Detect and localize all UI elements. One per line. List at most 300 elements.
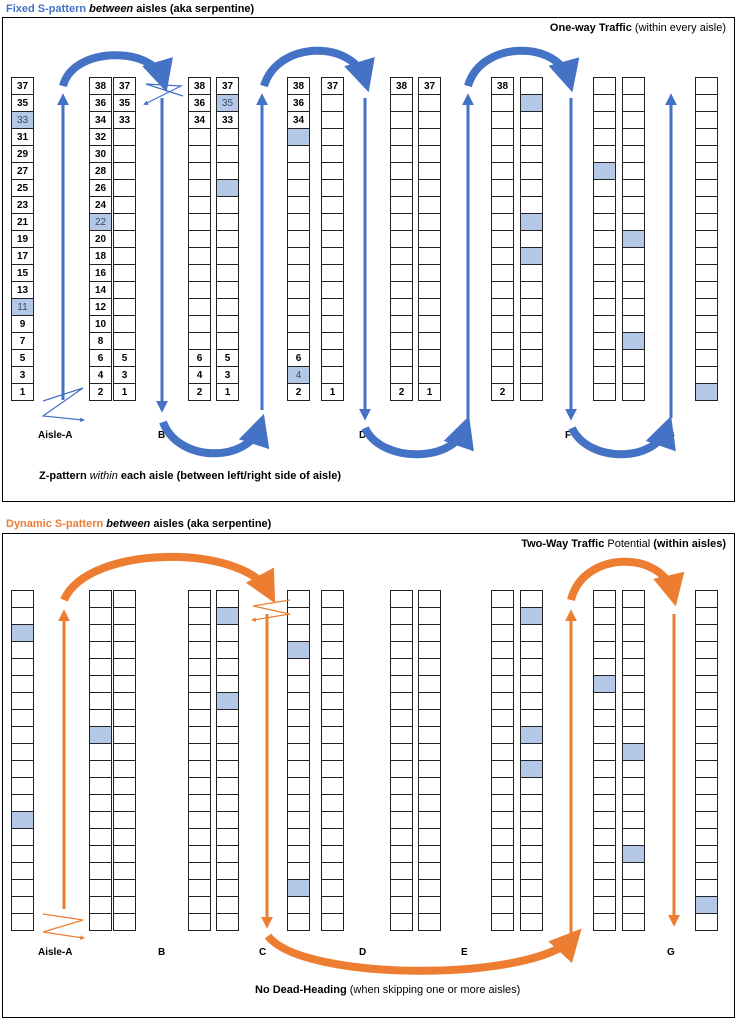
rack-slot-cell — [321, 709, 344, 727]
rack-slot-cell — [216, 590, 239, 608]
rack-slot-cell — [418, 281, 441, 299]
rack-slot-cell — [287, 811, 310, 829]
slot-number: 32 — [94, 131, 107, 143]
rack-slot-cell — [89, 349, 112, 367]
rack-slot-cell — [216, 658, 239, 676]
rack-slot-cell — [287, 264, 310, 282]
rack-slot-cell — [11, 607, 34, 625]
rack-slot-cell — [418, 213, 441, 231]
rack-slot-cell — [321, 196, 344, 214]
rack-slot-cell — [11, 777, 34, 795]
rack-slot-cell — [593, 590, 616, 608]
fixed-caption — [39, 470, 341, 482]
rack-slot-cell — [188, 179, 211, 197]
rack-slot-cell — [113, 845, 136, 863]
rack-slot-cell — [89, 230, 112, 248]
rack-slot-cell — [216, 896, 239, 914]
rack-slot-cell — [89, 111, 112, 129]
rack-slot-cell — [695, 196, 718, 214]
rack-slot-cell — [418, 811, 441, 829]
rack-slot-cell — [11, 315, 34, 333]
slot-number: 38 — [193, 80, 206, 92]
rack-slot-cell — [188, 709, 211, 727]
rack-slot-cell — [695, 845, 718, 863]
rack-slot-cell — [622, 590, 645, 608]
slot-number: 6 — [196, 352, 203, 364]
rack-slot-cell — [418, 641, 441, 659]
rack-slot-cell — [188, 845, 211, 863]
rack-slot-cell — [418, 879, 441, 897]
rack-slot-cell — [113, 247, 136, 265]
slot-number: 6 — [97, 352, 104, 364]
rack-slot-cell — [520, 862, 543, 880]
rack-slot-cell — [216, 709, 239, 727]
rack-slot-cell — [622, 624, 645, 642]
rack-slot-cell — [321, 590, 344, 608]
rack-slot-cell — [390, 281, 413, 299]
rack-slot-cell — [418, 607, 441, 625]
slot-number: 37 — [221, 80, 234, 92]
rack-slot-cell — [321, 879, 344, 897]
rack-slot-cell — [622, 760, 645, 778]
dynamic-caption-b: (when skipping one or more aisles) — [346, 984, 521, 996]
rack-slot-cell — [695, 777, 718, 795]
rack-slot-cell — [287, 624, 310, 642]
rack-slot-cell — [113, 794, 136, 812]
rack-slot-cell — [11, 879, 34, 897]
rack-slot-cell — [321, 896, 344, 914]
rack-slot-cell — [11, 641, 34, 659]
pick-location-cell — [520, 94, 543, 112]
slot-number: 28 — [94, 165, 107, 177]
rack-slot-cell — [418, 862, 441, 880]
rack-slot-cell — [321, 162, 344, 180]
fixed-rack-column — [593, 77, 616, 401]
rack-slot-cell — [520, 845, 543, 863]
rack-slot-cell — [418, 845, 441, 863]
slot-number: 7 — [19, 335, 26, 347]
rack-slot-cell — [287, 607, 310, 625]
rack-slot-cell — [11, 896, 34, 914]
rack-slot-cell — [593, 607, 616, 625]
rack-slot-cell — [520, 264, 543, 282]
rack-slot-cell — [188, 913, 211, 931]
rack-slot-cell — [321, 675, 344, 693]
rack-slot-cell — [188, 862, 211, 880]
rack-slot-cell — [11, 247, 34, 265]
slot-number: 30 — [94, 148, 107, 160]
rack-slot-cell — [89, 641, 112, 659]
rack-slot-cell — [491, 743, 514, 761]
rack-slot-cell — [216, 760, 239, 778]
rack-slot-cell — [188, 298, 211, 316]
rack-slot-cell — [89, 879, 112, 897]
slot-number: 34 — [94, 114, 107, 126]
rack-slot-cell — [622, 641, 645, 659]
dynamic-aisle-label: F — [565, 947, 572, 958]
rack-slot-cell — [113, 349, 136, 367]
fixed-traffic-label — [550, 22, 726, 34]
rack-slot-cell — [188, 794, 211, 812]
rack-slot-cell — [287, 281, 310, 299]
rack-slot-cell — [695, 811, 718, 829]
rack-slot-cell — [321, 641, 344, 659]
slot-number: 19 — [16, 233, 29, 245]
rack-slot-cell — [491, 879, 514, 897]
fixed-rack-column — [113, 77, 136, 401]
rack-slot-cell — [287, 179, 310, 197]
rack-slot-cell — [11, 590, 34, 608]
rack-slot-cell — [695, 162, 718, 180]
slot-number: 23 — [16, 199, 29, 211]
rack-slot-cell — [593, 332, 616, 350]
rack-slot-cell — [520, 281, 543, 299]
dynamic-caption — [255, 984, 520, 996]
rack-slot-cell — [321, 281, 344, 299]
rack-slot-cell — [593, 213, 616, 231]
rack-slot-cell — [695, 828, 718, 846]
rack-slot-cell — [491, 281, 514, 299]
cross-aisle-arrow — [468, 51, 569, 86]
rack-slot-cell — [622, 213, 645, 231]
rack-slot-cell — [390, 692, 413, 710]
pick-location-cell — [622, 332, 645, 350]
rack-slot-cell — [390, 624, 413, 642]
rack-slot-cell — [418, 111, 441, 129]
rack-slot-cell — [418, 196, 441, 214]
dynamic-traffic-rest: (within aisles) — [650, 538, 726, 550]
fixed-rack-column — [520, 77, 543, 401]
rack-slot-cell — [188, 213, 211, 231]
rack-slot-cell — [418, 658, 441, 676]
rack-slot-cell — [390, 709, 413, 727]
rack-slot-cell — [321, 726, 344, 744]
slot-number: 26 — [94, 182, 107, 194]
z-pattern-arrow — [43, 914, 83, 938]
rack-slot-cell — [622, 811, 645, 829]
fixed-traffic-bold: One-way — [549, 22, 596, 34]
rack-slot-cell — [89, 828, 112, 846]
rack-slot-cell — [89, 145, 112, 163]
rack-slot-cell — [188, 128, 211, 146]
rack-slot-cell — [390, 845, 413, 863]
pick-location-cell — [520, 607, 543, 625]
rack-slot-cell — [321, 624, 344, 642]
rack-slot-cell — [622, 794, 645, 812]
rack-slot-cell — [390, 777, 413, 795]
dynamic-rack-column — [622, 590, 645, 931]
rack-slot-cell — [216, 641, 239, 659]
rack-slot-cell — [216, 624, 239, 642]
rack-slot-cell — [593, 692, 616, 710]
rack-slot-cell — [695, 77, 718, 95]
rack-slot-cell — [11, 264, 34, 282]
dynamic-rack-column — [11, 590, 34, 931]
rack-slot-cell — [287, 315, 310, 333]
rack-slot-cell — [188, 658, 211, 676]
rack-slot-cell — [418, 726, 441, 744]
rack-slot-cell — [113, 896, 136, 914]
rack-slot-cell — [622, 281, 645, 299]
rack-slot-cell — [593, 94, 616, 112]
rack-slot-cell — [418, 709, 441, 727]
pick-location-cell — [695, 383, 718, 401]
rack-slot-cell — [622, 366, 645, 384]
rack-slot-cell — [89, 247, 112, 265]
rack-slot-cell — [89, 162, 112, 180]
rack-slot-cell — [520, 675, 543, 693]
rack-slot-cell — [622, 692, 645, 710]
rack-slot-cell — [11, 77, 34, 95]
rack-slot-cell — [418, 264, 441, 282]
rack-slot-cell — [89, 675, 112, 693]
rack-slot-cell — [216, 332, 239, 350]
slot-number: 20 — [94, 233, 107, 245]
rack-slot-cell — [321, 179, 344, 197]
rack-slot-cell — [321, 845, 344, 863]
rack-slot-cell — [593, 862, 616, 880]
fixed-caption-a: Z-pattern — [39, 470, 90, 482]
rack-slot-cell — [390, 794, 413, 812]
rack-slot-cell — [216, 794, 239, 812]
rack-slot-cell — [89, 94, 112, 112]
rack-slot-cell — [216, 162, 239, 180]
rack-slot-cell — [695, 607, 718, 625]
rack-slot-cell — [188, 230, 211, 248]
rack-slot-cell — [321, 349, 344, 367]
dynamic-traffic-bold: Two-Way Traffic — [521, 538, 605, 550]
pick-location-cell — [695, 896, 718, 914]
pick-location-cell — [216, 692, 239, 710]
rack-slot-cell — [216, 281, 239, 299]
rack-slot-cell — [113, 298, 136, 316]
rack-slot-cell — [11, 213, 34, 231]
rack-slot-cell — [520, 828, 543, 846]
rack-slot-cell — [188, 332, 211, 350]
rack-slot-cell — [520, 383, 543, 401]
rack-slot-cell — [188, 675, 211, 693]
rack-slot-cell — [418, 692, 441, 710]
rack-slot-cell — [593, 913, 616, 931]
pick-location-cell — [216, 607, 239, 625]
rack-slot-cell — [216, 675, 239, 693]
rack-slot-cell — [113, 777, 136, 795]
rack-slot-cell — [287, 77, 310, 95]
slot-number: 2 — [196, 386, 203, 398]
rack-slot-cell — [491, 845, 514, 863]
rack-slot-cell — [113, 145, 136, 163]
rack-slot-cell — [11, 845, 34, 863]
slot-number: 5 — [121, 352, 128, 364]
pick-location-cell — [593, 675, 616, 693]
fixed-aisle-label: G — [667, 430, 675, 441]
rack-slot-cell — [188, 896, 211, 914]
rack-slot-cell — [593, 658, 616, 676]
rack-slot-cell — [390, 658, 413, 676]
rack-slot-cell — [321, 794, 344, 812]
fixed-rack-column — [89, 77, 112, 401]
rack-slot-cell — [491, 111, 514, 129]
rack-slot-cell — [113, 179, 136, 197]
rack-slot-cell — [188, 828, 211, 846]
rack-slot-cell — [622, 658, 645, 676]
rack-slot-cell — [695, 879, 718, 897]
rack-slot-cell — [520, 145, 543, 163]
cross-aisle-arrow — [268, 936, 573, 971]
rack-slot-cell — [491, 641, 514, 659]
rack-slot-cell — [418, 162, 441, 180]
fixed-rack-column — [11, 77, 34, 401]
rack-slot-cell — [520, 879, 543, 897]
fixed-rack-column — [491, 77, 514, 401]
rack-slot-cell — [418, 675, 441, 693]
rack-slot-cell — [390, 315, 413, 333]
rack-slot-cell — [491, 828, 514, 846]
rack-slot-cell — [593, 743, 616, 761]
rack-slot-cell — [418, 128, 441, 146]
rack-slot-cell — [695, 675, 718, 693]
dynamic-traffic-mid: Potential — [604, 538, 651, 550]
rack-slot-cell — [113, 128, 136, 146]
rack-slot-cell — [491, 264, 514, 282]
rack-slot-cell — [695, 230, 718, 248]
rack-slot-cell — [321, 862, 344, 880]
rack-slot-cell — [89, 128, 112, 146]
rack-slot-cell — [622, 298, 645, 316]
rack-slot-cell — [89, 624, 112, 642]
rack-slot-cell — [622, 709, 645, 727]
slot-number: 2 — [295, 386, 302, 398]
dynamic-rack-column — [188, 590, 211, 931]
slot-number: 6 — [295, 352, 302, 364]
rack-slot-cell — [113, 281, 136, 299]
rack-slot-cell — [287, 743, 310, 761]
rack-slot-cell — [216, 145, 239, 163]
fixed-s-pattern-panel — [2, 17, 735, 502]
pick-location-cell — [287, 366, 310, 384]
pick-location-cell — [287, 641, 310, 659]
rack-slot-cell — [593, 128, 616, 146]
rack-slot-cell — [695, 281, 718, 299]
rack-slot-cell — [321, 811, 344, 829]
rack-slot-cell — [390, 607, 413, 625]
dynamic-rack-column — [321, 590, 344, 931]
rack-slot-cell — [113, 162, 136, 180]
rack-slot-cell — [11, 913, 34, 931]
rack-slot-cell — [188, 743, 211, 761]
rack-slot-cell — [622, 111, 645, 129]
rack-slot-cell — [113, 913, 136, 931]
rack-slot-cell — [113, 77, 136, 95]
rack-slot-cell — [520, 811, 543, 829]
slot-number: 9 — [19, 318, 26, 330]
rack-slot-cell — [418, 298, 441, 316]
rack-slot-cell — [11, 145, 34, 163]
pick-location-cell — [89, 213, 112, 231]
fixed-rack-column — [188, 77, 211, 401]
rack-slot-cell — [593, 709, 616, 727]
rack-slot-cell — [593, 111, 616, 129]
rack-slot-cell — [491, 383, 514, 401]
rack-slot-cell — [287, 845, 310, 863]
rack-slot-cell — [593, 247, 616, 265]
slot-number: 33 — [16, 114, 29, 126]
rack-slot-cell — [418, 315, 441, 333]
rack-slot-cell — [390, 383, 413, 401]
rack-slot-cell — [321, 913, 344, 931]
rack-slot-cell — [113, 94, 136, 112]
fixed-rack-column — [321, 77, 344, 401]
rack-slot-cell — [390, 879, 413, 897]
fixed-aisle-label: C — [259, 430, 267, 441]
slot-number: 29 — [16, 148, 29, 160]
rack-slot-cell — [113, 641, 136, 659]
rack-slot-cell — [390, 675, 413, 693]
dynamic-title-highlight: Dynamic S-pattern — [6, 518, 104, 530]
rack-slot-cell — [89, 913, 112, 931]
rack-slot-cell — [390, 196, 413, 214]
rack-slot-cell — [287, 247, 310, 265]
rack-slot-cell — [695, 726, 718, 744]
rack-slot-cell — [113, 213, 136, 231]
rack-slot-cell — [390, 862, 413, 880]
fixed-aisle-label: Aisle-A — [38, 430, 73, 441]
rack-slot-cell — [11, 128, 34, 146]
rack-slot-cell — [216, 366, 239, 384]
dynamic-aisle-label: G — [667, 947, 675, 958]
slot-number: 38 — [292, 80, 305, 92]
fixed-title-highlight: Fixed S-pattern — [6, 3, 87, 15]
rack-slot-cell — [287, 675, 310, 693]
rack-slot-cell — [593, 641, 616, 659]
rack-slot-cell — [216, 828, 239, 846]
rack-slot-cell — [622, 196, 645, 214]
cross-aisle-arrow — [572, 428, 667, 454]
rack-slot-cell — [390, 641, 413, 659]
rack-slot-cell — [491, 726, 514, 744]
slot-number: 35 — [16, 97, 29, 109]
rack-slot-cell — [321, 743, 344, 761]
dynamic-aisle-label: B — [158, 947, 166, 958]
rack-slot-cell — [520, 624, 543, 642]
dynamic-rack-column — [520, 590, 543, 931]
rack-slot-cell — [89, 862, 112, 880]
rack-slot-cell — [520, 128, 543, 146]
cross-aisle-arrow — [365, 428, 465, 454]
rack-slot-cell — [89, 332, 112, 350]
rack-slot-cell — [89, 315, 112, 333]
slot-number: 4 — [295, 369, 302, 381]
rack-slot-cell — [695, 128, 718, 146]
rack-slot-cell — [520, 230, 543, 248]
rack-slot-cell — [188, 111, 211, 129]
pick-location-cell — [622, 230, 645, 248]
rack-slot-cell — [113, 624, 136, 642]
rack-slot-cell — [287, 777, 310, 795]
pick-location-cell — [287, 879, 310, 897]
rack-slot-cell — [622, 77, 645, 95]
rack-slot-cell — [216, 111, 239, 129]
rack-slot-cell — [390, 349, 413, 367]
rack-slot-cell — [11, 281, 34, 299]
slot-number: 38 — [395, 80, 408, 92]
rack-slot-cell — [491, 128, 514, 146]
rack-slot-cell — [593, 828, 616, 846]
slot-number: 16 — [94, 267, 107, 279]
rack-slot-cell — [622, 879, 645, 897]
pick-location-cell — [11, 298, 34, 316]
dynamic-aisle-label: E — [461, 947, 468, 958]
